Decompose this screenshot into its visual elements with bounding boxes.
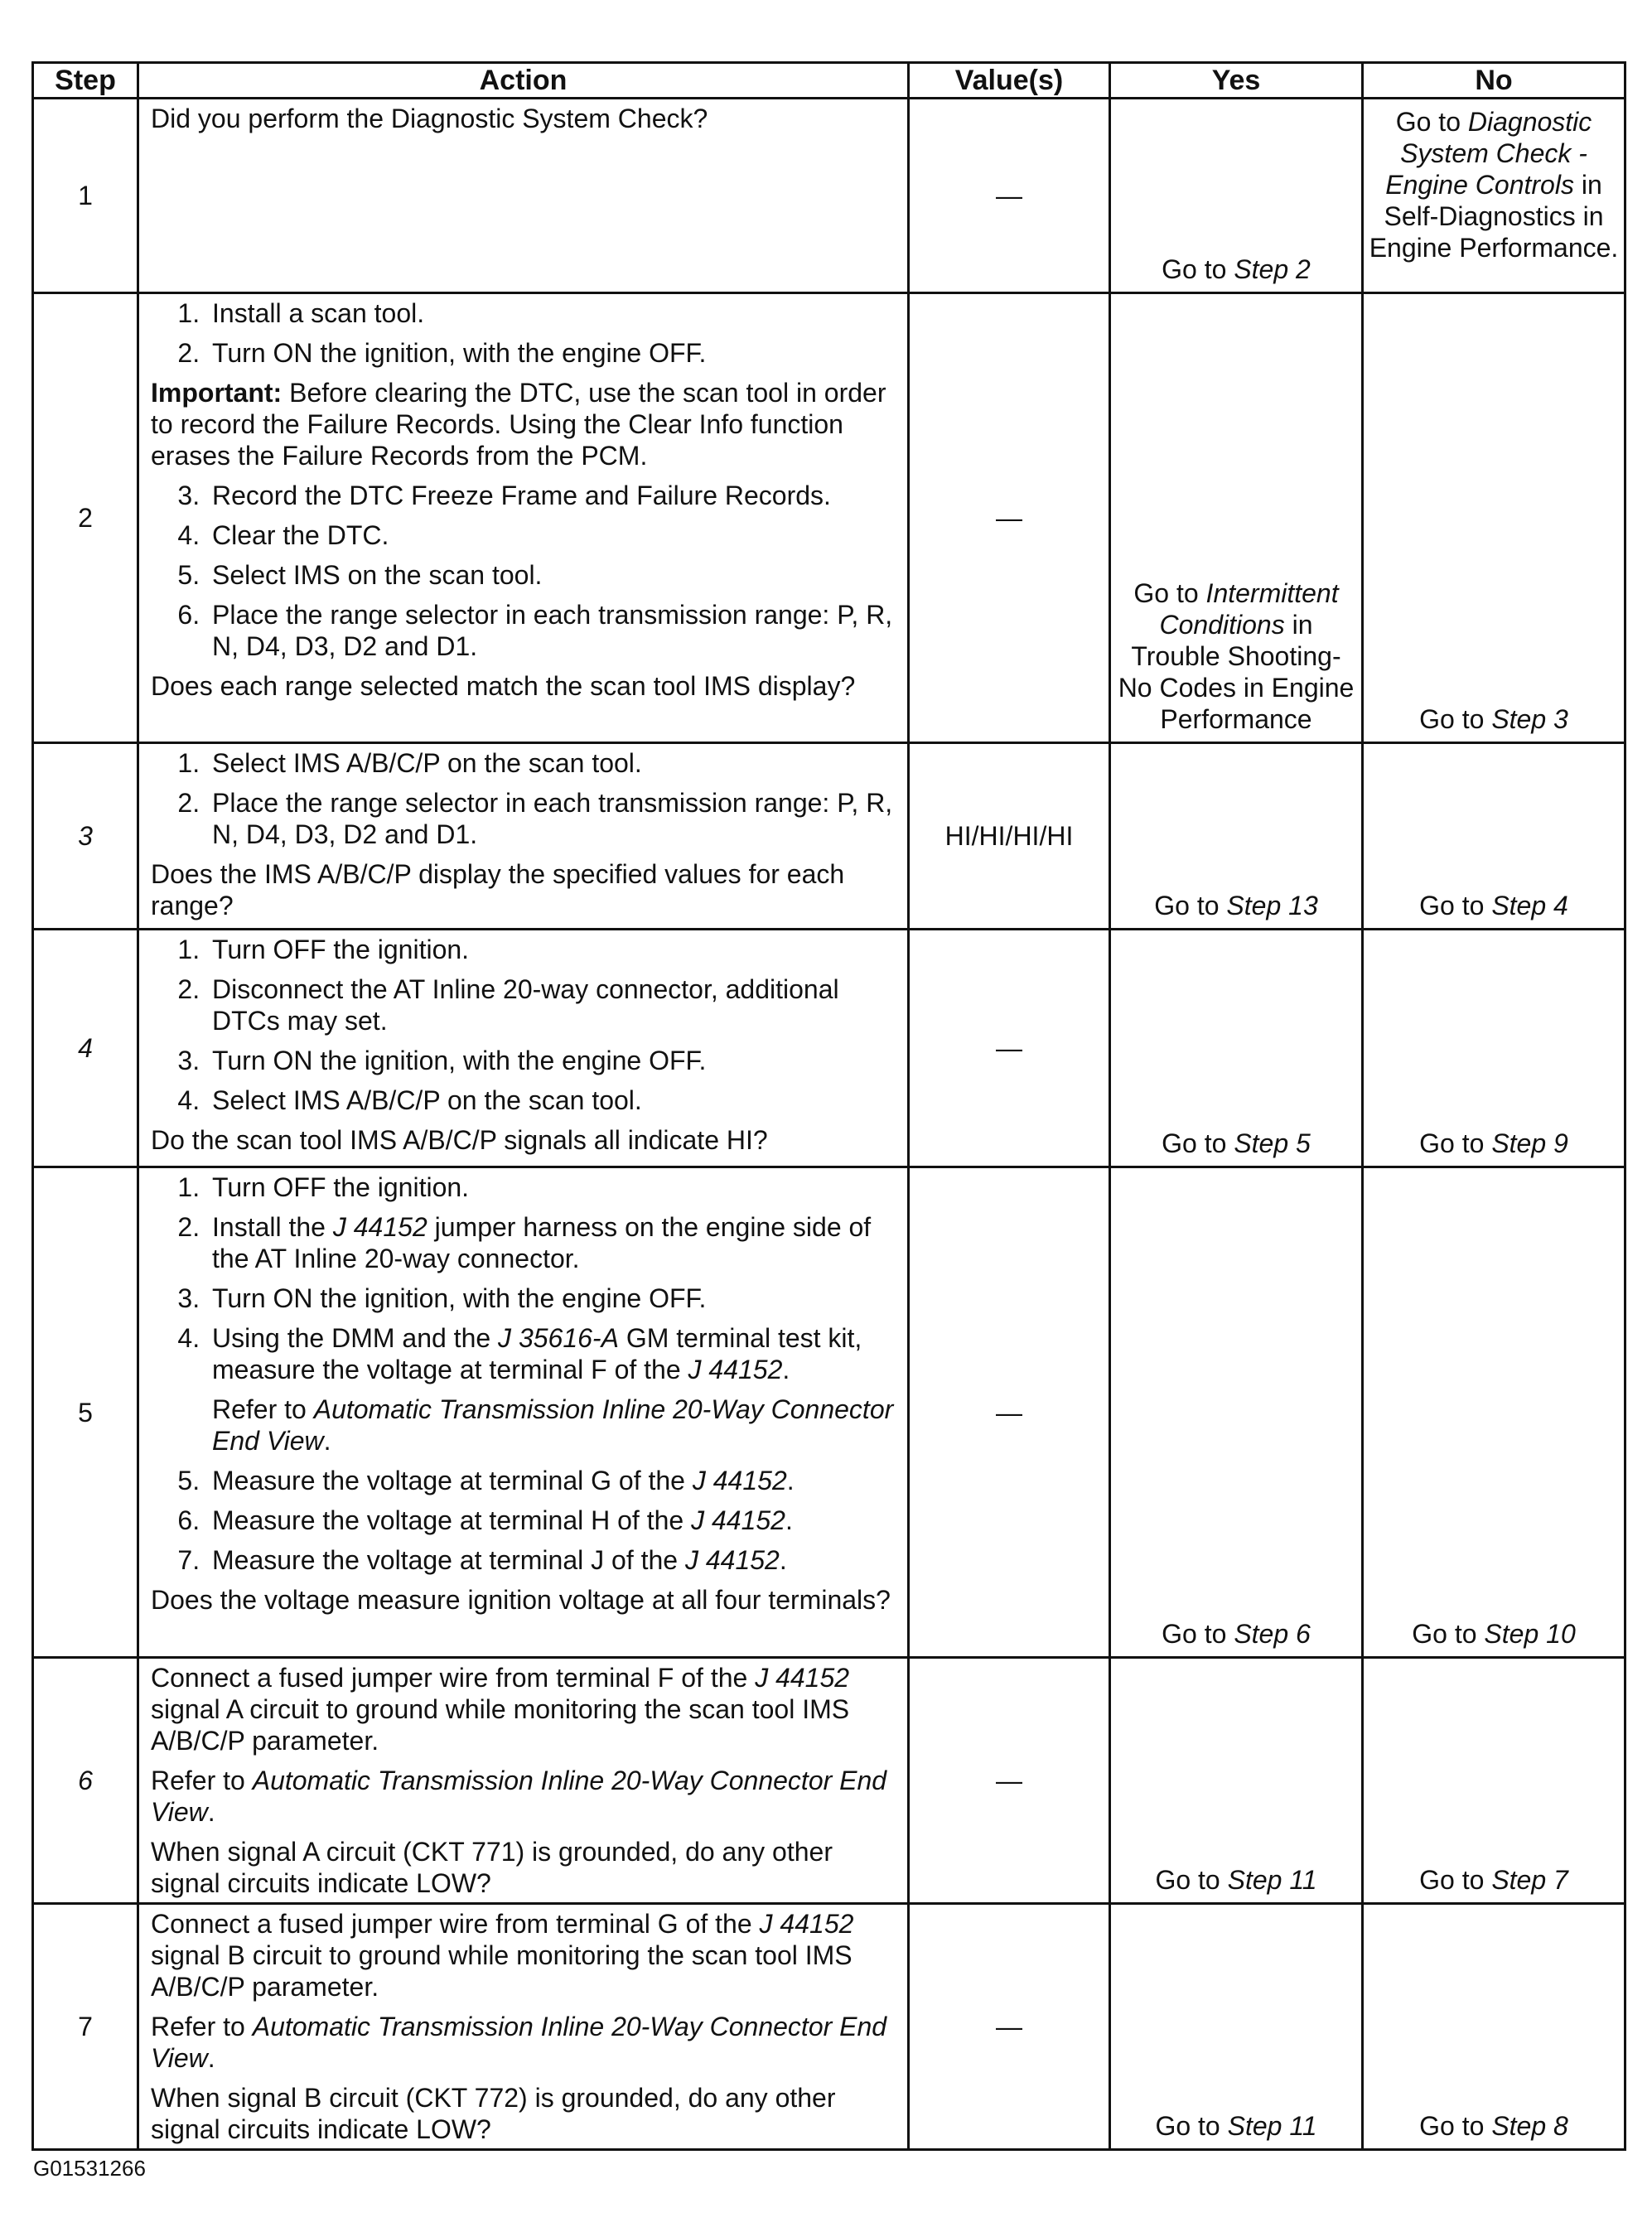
table-row-step-5	[33, 1167, 1625, 1658]
action-cell	[138, 930, 909, 1167]
list-item: 3. Turn ON the ignition, with the engine OFF.	[207, 1045, 899, 1076]
step-number: 3	[33, 743, 138, 930]
table-row-step-2	[33, 293, 1625, 743]
action-cell	[138, 99, 909, 293]
list-item: 1. Install a scan tool.	[207, 297, 899, 329]
yes-cell: Go to Step 11	[1110, 1904, 1363, 2150]
step-number: 2	[33, 293, 138, 743]
list-item: 7. Measure the voltage at terminal J of the J 44152.	[207, 1544, 899, 1576]
reference-note: Refer to Automatic Transmission Inline 20-Way Connector End View.	[151, 1766, 887, 1827]
list-item: 5. Measure the voltage at terminal G of the J 44152.	[207, 1465, 899, 1496]
value-cell: —	[909, 99, 1110, 293]
list-item: 2. Install the J 44152 jumper harness on the engine side of the AT Inline 20-way connector.	[207, 1211, 899, 1274]
reference-note: Refer to Automatic Transmission Inline 20-Way Connector End View.	[212, 1394, 894, 1456]
table-row-step-7	[33, 1904, 1625, 2150]
list-item: 2. Place the range selector in each transmission range: P, R, N, D4, D3, D2 and D1.	[207, 787, 899, 850]
important-note: Important: Before clearing the DTC, use the scan tool in order to record the Failure Records. Using the Clear Info function erases the Failure Records from the PCM.	[151, 378, 886, 471]
step-number: 7	[33, 1904, 138, 2150]
table-row-step-1	[33, 99, 1625, 293]
list-item: 2. Turn ON the ignition, with the engine OFF.	[207, 337, 899, 369]
value-cell: —	[909, 1904, 1110, 2150]
action-question: Do the scan tool IMS A/B/C/P signals all indicate HI?	[151, 1125, 768, 1155]
action-list	[151, 297, 899, 369]
header-values: Value(s)	[909, 63, 1110, 99]
action-cell	[138, 1658, 909, 1904]
action-cell	[138, 1167, 909, 1658]
step-number: 5	[33, 1167, 138, 1658]
action-list	[151, 1172, 899, 1576]
step-number: 4	[33, 930, 138, 1167]
action-cell	[138, 1904, 909, 2150]
list-item: 3. Record the DTC Freeze Frame and Failure Records.	[207, 480, 899, 511]
list-item: 3. Turn ON the ignition, with the engine OFF.	[207, 1283, 899, 1314]
action-question: Does each range selected match the scan tool IMS display?	[151, 671, 856, 701]
no-cell: Go to Step 7	[1363, 1658, 1625, 1904]
value-cell: —	[909, 1167, 1110, 1658]
no-cell: Go to Step 8	[1363, 1904, 1625, 2150]
list-item: 1. Turn OFF the ignition.	[207, 934, 899, 965]
action-question: When signal A circuit (CKT 771) is grounded, do any other signal circuits indicate LOW?	[151, 1837, 833, 1898]
action-list	[151, 480, 899, 662]
value-cell: —	[909, 293, 1110, 743]
action-question: When signal B circuit (CKT 772) is grounded, do any other signal circuits indicate LOW?	[151, 2083, 836, 2144]
no-cell: Go to Step 4	[1363, 743, 1625, 930]
list-item: 4. Clear the DTC.	[207, 519, 899, 551]
action-question: Does the voltage measure ignition voltage at all four terminals?	[151, 1585, 891, 1615]
diagnostic-table	[31, 61, 1626, 2151]
figure-id: G01531266	[33, 2156, 146, 2181]
list-item: 6. Place the range selector in each transmission range: P, R, N, D4, D3, D2 and D1.	[207, 599, 899, 662]
list-item: 5. Select IMS on the scan tool.	[207, 559, 899, 591]
yes-cell: Go to Intermittent Conditions in Trouble Shooting-No Codes in Engine Performance	[1110, 293, 1363, 743]
action-paragraph: Connect a fused jumper wire from terminal G of the J 44152 signal B circuit to ground while monitoring the scan tool IMS A/B/C/P parameter.	[151, 1909, 854, 2002]
list-item: 1. Turn OFF the ignition.	[207, 1172, 899, 1203]
header-yes: Yes	[1110, 63, 1363, 99]
yes-cell: Go to Step 2	[1110, 99, 1363, 293]
yes-cell: Go to Step 11	[1110, 1658, 1363, 1904]
action-list	[151, 934, 899, 1116]
value-cell: —	[909, 930, 1110, 1167]
table-row-step-4	[33, 930, 1625, 1167]
reference-note: Refer to Automatic Transmission Inline 20-Way Connector End View.	[151, 2012, 887, 2073]
yes-cell: Go to Step 6	[1110, 1167, 1363, 1658]
step-number: 1	[33, 99, 138, 293]
no-cell: Go to Step 10	[1363, 1167, 1625, 1658]
yes-cell: Go to Step 13	[1110, 743, 1363, 930]
header-action: Action	[138, 63, 909, 99]
action-question: Did you perform the Diagnostic System Check?	[151, 104, 708, 133]
header-row	[33, 63, 1625, 99]
table-row-step-6	[33, 1658, 1625, 1904]
value-cell: HI/HI/HI/HI	[909, 743, 1110, 930]
list-item: 4. Using the DMM and the J 35616-A GM terminal test kit, measure the voltage at terminal F of the J 44152. Refer to Automatic Transmission Inline 20-Way Connector End View.	[207, 1322, 899, 1457]
step-number: 6	[33, 1658, 138, 1904]
header-step: Step	[33, 63, 138, 99]
yes-cell: Go to Step 5	[1110, 930, 1363, 1167]
header-no: No	[1363, 63, 1625, 99]
list-item: 2. Disconnect the AT Inline 20-way connector, additional DTCs may set.	[207, 973, 899, 1036]
action-cell	[138, 743, 909, 930]
action-question: Does the IMS A/B/C/P display the specified values for each range?	[151, 859, 845, 920]
action-cell	[138, 293, 909, 743]
no-cell: Go to Step 3	[1363, 293, 1625, 743]
value-cell: —	[909, 1658, 1110, 1904]
action-paragraph: Connect a fused jumper wire from terminal F of the J 44152 signal A circuit to ground while monitoring the scan tool IMS A/B/C/P parameter.	[151, 1663, 850, 1756]
action-list	[151, 747, 899, 850]
no-cell: Go to Diagnostic System Check - Engine Controls in Self-Diagnostics in Engine Performance.	[1363, 99, 1625, 293]
table-row-step-3	[33, 743, 1625, 930]
list-item: 4. Select IMS A/B/C/P on the scan tool.	[207, 1085, 899, 1116]
list-item: 6. Measure the voltage at terminal H of the J 44152.	[207, 1505, 899, 1536]
list-item: 1. Select IMS A/B/C/P on the scan tool.	[207, 747, 899, 779]
no-cell: Go to Step 9	[1363, 930, 1625, 1167]
